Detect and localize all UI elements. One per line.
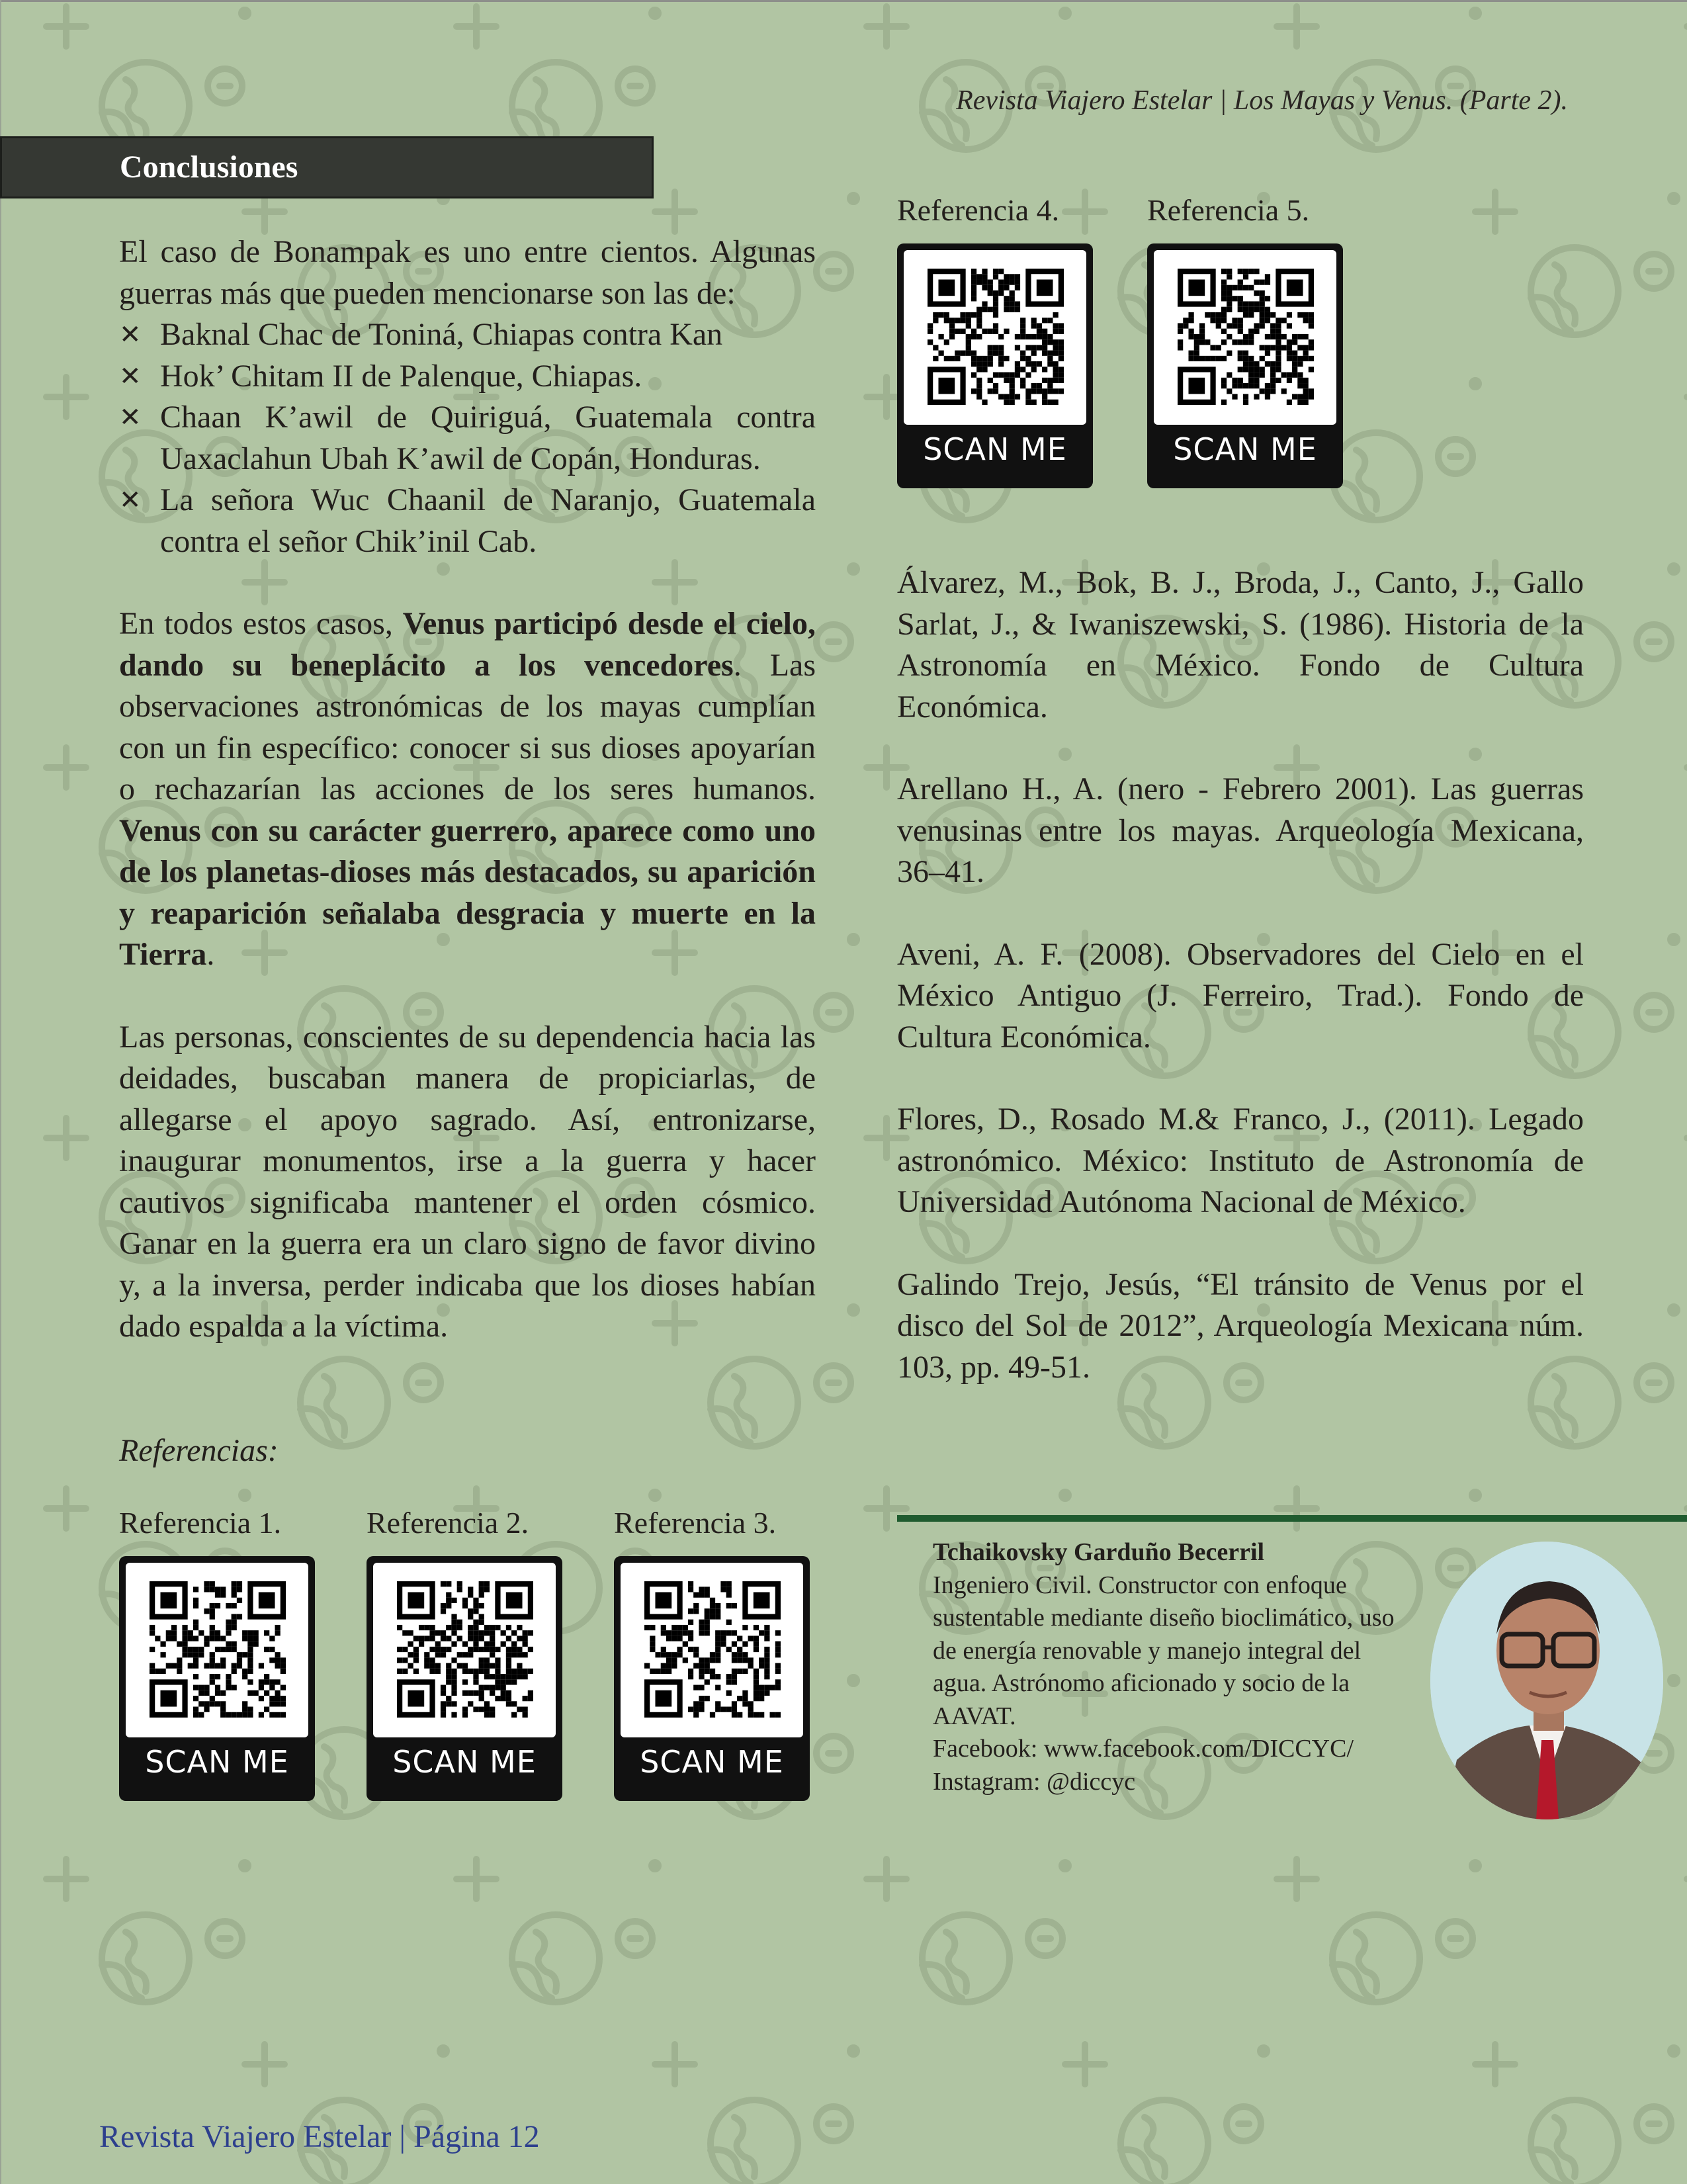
qr-reference-1[interactable]: [119, 1505, 315, 1801]
qr-reference-4[interactable]: [897, 192, 1096, 488]
reference-list: [897, 562, 1584, 1388]
right-qr-block: [897, 192, 1584, 488]
planet-pattern-icon: [1277, 7, 1479, 150]
reference-entry: Flores, D., Rosado M.& Franco, J., (2011). Legado astronómico. México: Instituto de Astronomía de Universidad Autónoma Nacional de México.: [897, 1102, 1584, 1219]
x-bullet-icon: ✕: [119, 402, 142, 432]
references-title: Referencias:: [119, 1432, 279, 1468]
author-photo: [1430, 1542, 1663, 1819]
reference-entry: Galindo Trejo, Jesús, “El tránsito de Venus por el disco del Sol de 2012”, Arqueología Mexicana núm. 103, pp. 49-51.: [897, 1266, 1584, 1385]
qr-label: Referencia 1.: [119, 1505, 282, 1540]
x-bullet-icon: ✕: [119, 320, 142, 349]
author-facebook: Facebook: www.facebook.com/DICCYC/: [933, 1735, 1354, 1763]
qr-code-icon: [1178, 269, 1314, 405]
running-header: Revista Viajero Estelar | Los Mayas y Venus. (Parte 2).: [956, 85, 1568, 116]
qr-code-icon: [928, 269, 1064, 405]
scan-me-badge: SCAN ME: [145, 1743, 289, 1780]
war-list: [119, 314, 816, 562]
planet-pattern-icon: [867, 1859, 1068, 2002]
author-divider: [897, 1515, 1687, 1522]
qr-code-card[interactable]: [614, 1556, 810, 1801]
deities-paragraph: Las personas, conscientes de su dependencia hacia las deidades, buscaban manera de propiciarlas, de allegarse el apoyo sagrado. Así, entronizarse, inaugurar monumentos, irse a la guerra y hacer cautivos significaba mantener el orden cósmico. Ganar en la guerra era un claro signo de favor divino y, a la inversa, perder indicaba que los dioses habían dado espalda a la víctima.: [119, 1019, 816, 1344]
qr-label: Referencia 2.: [367, 1505, 529, 1540]
planet-pattern-icon: [1065, 2044, 1267, 2184]
qr-code-icon: [644, 1581, 781, 1718]
planet-pattern-icon: [1475, 2044, 1677, 2184]
qr-reference-3[interactable]: [614, 1505, 810, 1801]
war-list-item: ✕ Chaan K’awil de Quiriguá, Guatemala contra Uaxaclahun Ubah K’awil de Copán, Honduras.: [119, 397, 816, 480]
scan-me-badge: SCAN ME: [640, 1743, 784, 1780]
qr-label: Referencia 5.: [1147, 193, 1310, 227]
venus-paragraph: En todos estos casos, Venus participó desde el cielo, dando su beneplácito a los vencedores. Las observaciones astronómicas de los mayas cumplían con un fin específico: conocer si sus dioses apoyarían o rechazarían las acciones de los seres humanos. Venus con su carácter guerrero, aparece como uno de los planetas-dioses más destacados, su aparición y reaparición señalaba desgracia y muerte en la Tierra.: [119, 606, 816, 972]
qr-reference-2[interactable]: [367, 1505, 562, 1801]
planet-pattern-icon: [46, 7, 248, 150]
qr-code-card[interactable]: [367, 1556, 562, 1801]
page-footer: Revista Viajero Estelar | Página 12: [99, 2119, 540, 2154]
planet-pattern-icon: [1277, 1859, 1479, 2002]
war-list-item: ✕ Baknal Chac de Toniná, Chiapas contra Kan: [119, 314, 816, 356]
qr-row-right: [897, 192, 1584, 488]
author-bio: [933, 1536, 1409, 1798]
war-list-item: ✕ Hok’ Chitam II de Palenque, Chiapas.: [119, 356, 816, 398]
planet-pattern-icon: [655, 2044, 857, 2184]
section-title: Conclusiones: [120, 150, 298, 185]
author-description: Ingeniero Civil. Constructor con enfoque sustentable mediante diseño bioclimático, uso de energía renovable y manejo integral del agua. Astrónomo aficionado y socio de la AAVAT.: [933, 1571, 1395, 1730]
section-header-bar: [0, 136, 654, 198]
emphasis-text: Venus participó desde el cielo, dando su beneplácito a los vencedores: [119, 606, 816, 683]
x-bullet-icon: ✕: [119, 485, 142, 515]
author-instagram: Instagram: @diccyc: [933, 1767, 1136, 1796]
qr-code-icon: [397, 1581, 533, 1718]
planet-pattern-icon: [46, 1859, 248, 2002]
qr-reference-5[interactable]: [1147, 192, 1346, 488]
reference-entry: Aveni, A. F. (2008). Observadores del Cielo en el México Antiguo (J. Ferreiro, Trad.). Fondo de Cultura Económica.: [897, 936, 1584, 1055]
qr-code-icon: [150, 1581, 286, 1718]
qr-code-card[interactable]: [1147, 243, 1343, 488]
emphasis-text: Venus con su carácter guerrero, aparece como uno de los planetas-dioses más destacados, su aparición y reaparición señalaba desgracia y muerte en la Tierra: [119, 812, 816, 972]
planet-pattern-icon: [456, 1859, 658, 2002]
scan-me-badge: SCAN ME: [1173, 431, 1317, 467]
planet-pattern-icon: [867, 7, 1068, 150]
war-list-item: ✕ La señora Wuc Chaanil de Naranjo, Guatemala contra el señor Chik’inil Cab.: [119, 480, 816, 562]
intro-paragraph: El caso de Bonampak es uno entre cientos. Algunas guerras más que pueden mencionarse son las de:: [119, 234, 816, 311]
planet-pattern-icon: [245, 2044, 447, 2184]
x-bullet-icon: ✕: [119, 361, 142, 391]
qr-label: Referencia 3.: [614, 1505, 777, 1540]
planet-pattern-icon: [456, 7, 658, 150]
qr-code-card[interactable]: [897, 243, 1093, 488]
scan-me-badge: SCAN ME: [392, 1743, 537, 1780]
reference-entry: Arellano H., A. (nero - Febrero 2001). Las guerras venusinas entre los mayas. Arqueología Mexicana, 36–41.: [897, 771, 1584, 889]
qr-row-left: [119, 1505, 816, 1801]
qr-code-card[interactable]: [119, 1556, 315, 1801]
reference-entry: Álvarez, M., Bok, B. J., Broda, J., Canto, J., Gallo Sarlat, J., & Iwaniszewski, S. (1986). Historia de la Astronomía en México. Fondo de Cultura Económica.: [897, 565, 1584, 724]
scan-me-badge: SCAN ME: [923, 431, 1067, 467]
qr-label: Referencia 4.: [897, 193, 1060, 227]
left-column: [119, 232, 816, 1801]
author-name: Tchaikovsky Garduño Becerril: [933, 1538, 1265, 1566]
